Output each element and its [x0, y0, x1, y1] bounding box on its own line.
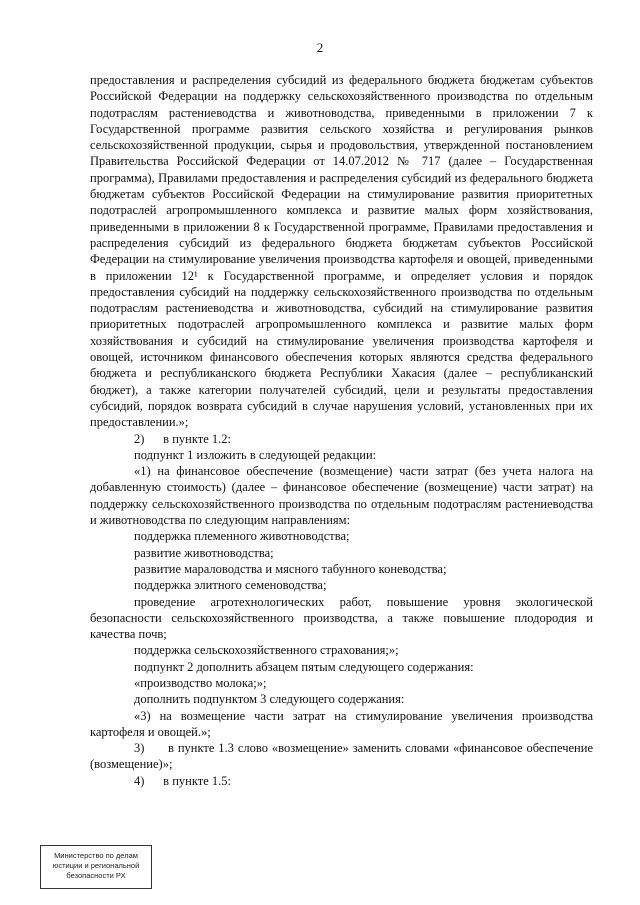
list-item: проведение агротехнологических работ, повышение уровня экологической безопасности сельскохозяйственного производства, а также повышение плодородия и качества почв;	[90, 594, 593, 642]
list-item: развитие животноводства;	[134, 545, 274, 560]
paragraph: подпункт 1 изложить в следующей редакции:	[134, 447, 377, 462]
item-3: 3) в пункте 1.3 слово «возмещение» заменить словами «финансовое обеспечение (возмещение)»;	[90, 741, 593, 772]
paragraph: «производство молока;»;	[134, 675, 267, 690]
stamp-line: юстиции и региональной	[52, 861, 140, 870]
item-2: 2) в пункте 1.2:	[134, 431, 231, 446]
list-item: поддержка племенного животноводства;	[134, 529, 350, 544]
document-body	[90, 72, 593, 789]
paragraph: подпункт 2 дополнить абзацем пятым следующего содержания:	[134, 659, 474, 674]
paragraph-continuation: предоставления и распределения субсидий из федерального бюджета бюджетам субъектов Российской Федерации на поддержку сельскохозяйственного производства по отдельным подотраслям растениеводства и животноводства, приведенными в приложении 7 к Государственной программе развития сельского хозяйства и регулирования рынков сельскохозяйственной продукции, сырья и продовольствия, утвержденной постановлением Правительства Российской Федерации от 14.07.2012 № 717 (далее – Государственная программа), Правилами предоставления и распределения субсидий из федерального бюджета бюджетам субъектов Российской Федерации на стимулирование развития приоритетных подотраслей агропромышленного комплекса и развитие малых форм хозяйствования, приведенными в приложении 8 к Государственной программе, Правилами предоставления и распределения субсидий из федерального бюджета бюджетам субъектов Российской Федерации на стимулирование увеличения производства картофеля и овощей, приведенными в приложении 12¹ к Государственной программе, и определяет условия и порядок предоставления субсидий на поддержку сельскохозяйственного производства по отдельным подотраслям растениеводства и животноводства, субсидий на стимулирование развития приоритетных подотраслей агропромышленного комплекса и развитие малых форм хозяйствования и субсидий на стимулирование увеличения производства картофеля и овощей, источником финансового обеспечения которых являются средства федерального бюджета и республиканского бюджета Республики Хакасия (далее – республиканский бюджет), а также категории получателей субсидий, цели и результаты предоставления субсидий, порядок возврата субсидий в случае нарушения условий, установленных при их предоставлении.»;	[90, 73, 593, 430]
stamp-line: Министерство по делам	[54, 851, 138, 860]
list-item: поддержка сельскохозяйственного страхования;»;	[134, 643, 399, 658]
paragraph: «1) на финансовое обеспечение (возмещение) части затрат (без учета налога на добавленную стоимость) (далее – финансовое обеспечение (возмещение) части затрат) на поддержку сельскохозяйственного производства по отдельным подотраслям растениеводства и животноводства по следующим направлениям:	[90, 464, 593, 528]
stamp-line: безопасности РХ	[66, 871, 126, 880]
ministry-stamp	[40, 845, 152, 889]
paragraph: дополнить подпунктом 3 следующего содержания:	[134, 692, 405, 707]
list-item: развитие мараловодства и мясного табунного коневодства;	[134, 561, 447, 576]
paragraph: «3) на возмещение части затрат на стимулирование увеличения производства картофеля и овощей.»;	[90, 708, 593, 739]
page-number: 2	[316, 40, 324, 55]
list-item: поддержка элитного семеноводства;	[134, 578, 327, 593]
item-4: 4) в пункте 1.5:	[134, 773, 231, 788]
